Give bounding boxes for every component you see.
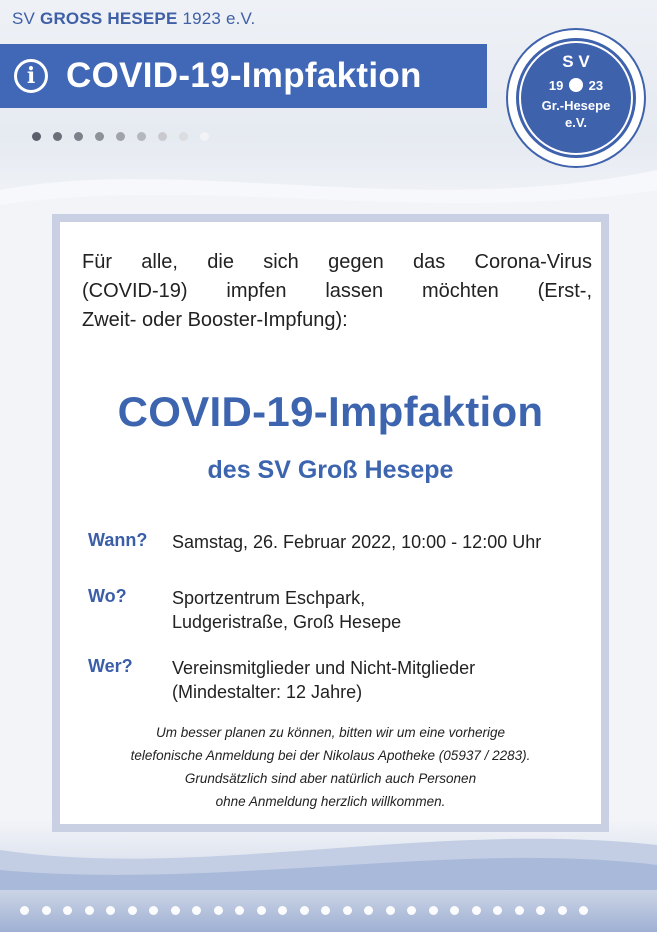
club-name-suffix: 1923 e.V.	[177, 9, 256, 28]
who-label: Wer?	[88, 656, 133, 676]
where-value	[172, 586, 401, 634]
dot	[95, 132, 104, 141]
dot	[171, 906, 180, 915]
dot	[407, 906, 416, 915]
logo-text-town: Gr.-Hesepe	[541, 98, 611, 113]
intro-line: Zweit- oder Booster-Impfung):	[82, 309, 348, 331]
logo-text-sv: S V	[562, 52, 590, 71]
intro-text	[82, 248, 592, 335]
dot	[235, 906, 244, 915]
ball-icon	[569, 78, 583, 92]
where-label: Wo?	[88, 586, 127, 606]
dot	[106, 906, 115, 915]
who-line: (Mindestalter: 12 Jahre)	[172, 682, 363, 702]
title-bar	[0, 44, 487, 108]
dot	[85, 906, 94, 915]
logo-year-right: 23	[588, 78, 604, 93]
dot	[149, 906, 158, 915]
dot	[300, 906, 309, 915]
dot	[192, 906, 201, 915]
footer-dots	[20, 906, 588, 915]
header-dots	[32, 132, 209, 141]
dot	[53, 132, 62, 141]
dot	[579, 906, 588, 915]
dot	[20, 906, 29, 915]
when-label: Wann?	[88, 530, 148, 550]
dot	[116, 132, 125, 141]
dot	[515, 906, 524, 915]
dot	[200, 132, 209, 141]
intro-line: (COVID-19) impfen lassen möchten (Erst-,	[82, 280, 592, 302]
dot	[429, 906, 438, 915]
event-subheadline: des SV Groß Hesepe	[207, 456, 454, 484]
dot	[493, 906, 502, 915]
note-line: Um besser planen zu können, bitten wir um eine vorherige	[156, 725, 505, 740]
who-value	[172, 656, 475, 704]
dot	[472, 906, 481, 915]
dot	[343, 906, 352, 915]
note-line: telefonische Anmeldung bei der Nikolaus Apotheke (05937 / 2283).	[130, 748, 531, 763]
event-headline: COVID-19-Impfaktion	[117, 388, 544, 435]
announcement-card	[52, 214, 609, 832]
logo-year-left: 19	[548, 78, 564, 93]
dot	[558, 906, 567, 915]
note-line: ohne Anmeldung herzlich willkommen.	[215, 794, 446, 809]
dot	[278, 906, 287, 915]
who-line: Vereinsmitglieder und Nicht-Mitglieder	[172, 658, 476, 678]
logo-text-ev: e.V.	[565, 115, 587, 130]
club-logo	[508, 30, 644, 166]
dot	[137, 132, 146, 141]
dot	[386, 906, 395, 915]
dot	[63, 906, 72, 915]
dot	[536, 906, 545, 915]
page-title: COVID-19-Impfaktion	[66, 56, 422, 95]
dot	[179, 132, 188, 141]
logo-year	[516, 78, 636, 93]
intro-line: Für alle, die sich gegen das Corona-Virus	[82, 251, 592, 273]
club-name	[12, 9, 255, 29]
dot	[128, 906, 137, 915]
dot	[32, 132, 41, 141]
dot	[214, 906, 223, 915]
note-line: Grundsätzlich sind aber natürlich auch Personen	[184, 771, 477, 786]
club-name-prefix: SV	[12, 9, 41, 28]
info-icon: i	[14, 59, 48, 93]
dot	[42, 906, 51, 915]
dot	[450, 906, 459, 915]
dot	[158, 132, 167, 141]
where-line: Ludgeristraße, Groß Hesepe	[172, 612, 402, 632]
dot	[321, 906, 330, 915]
club-name-bold: GROSS HESEPE	[40, 9, 178, 28]
dot	[74, 132, 83, 141]
registration-note	[60, 721, 601, 813]
where-line: Sportzentrum Eschpark,	[172, 588, 366, 608]
when-value: Samstag, 26. Februar 2022, 10:00 - 12:00 Uhr	[172, 532, 542, 552]
dot	[364, 906, 373, 915]
dot	[257, 906, 266, 915]
